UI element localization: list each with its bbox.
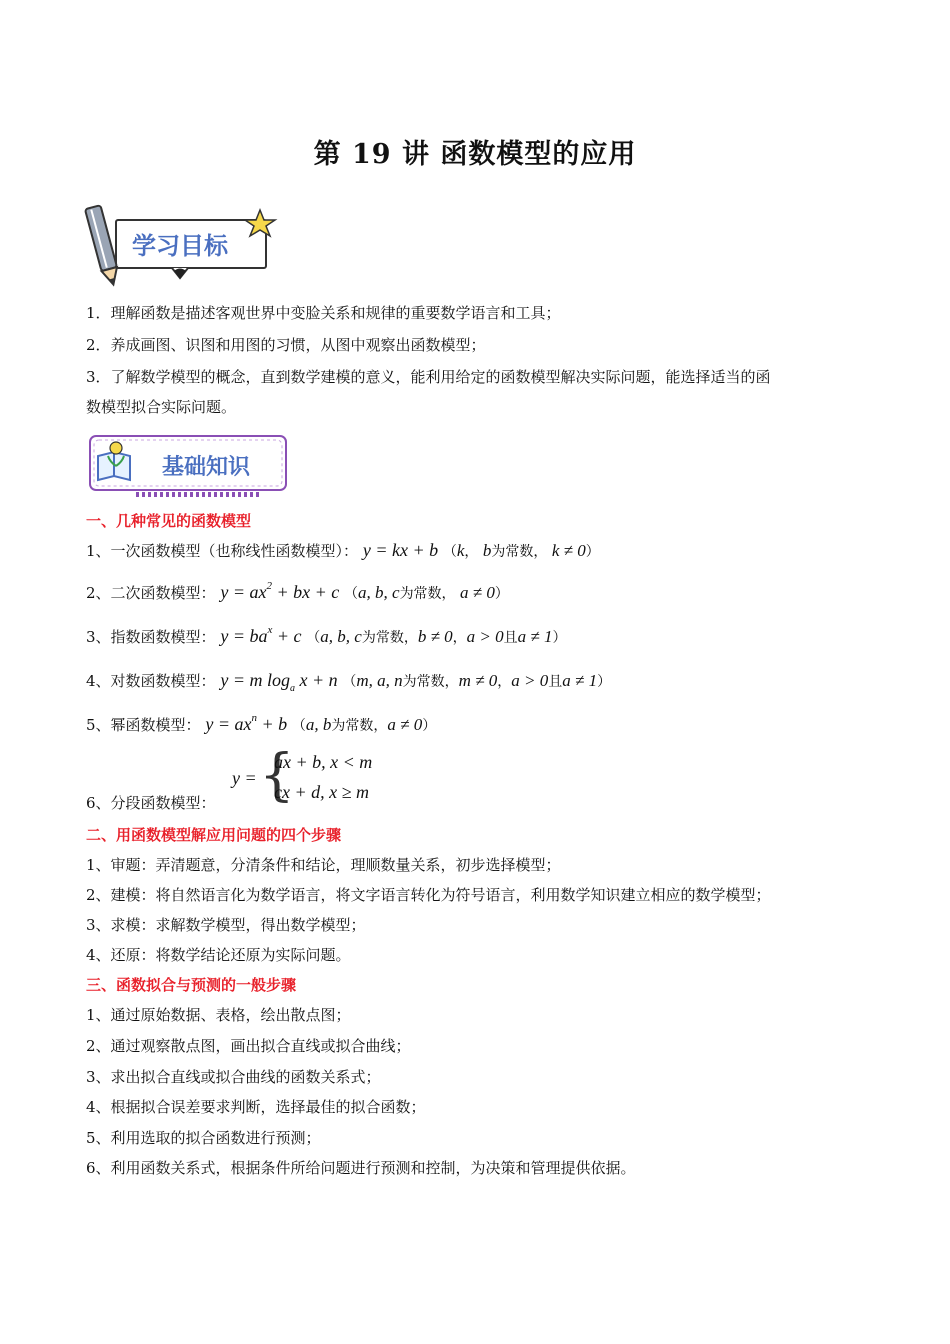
piecewise-case-1: ax + b, x < m	[274, 752, 373, 772]
separator: ，	[464, 544, 479, 560]
condition-ne: m ≠ 0	[458, 671, 498, 690]
model-linear-label: 1、一次函数模型（也称线性函数模型）：	[86, 542, 359, 560]
basic-knowledge-badge	[86, 432, 296, 500]
condition-text: 为常数，	[402, 674, 459, 690]
and-text: 且	[503, 630, 518, 646]
note-close: ）	[494, 586, 509, 602]
learning-goals-label: 学习目标	[132, 232, 228, 260]
condition-ne: a ≠ 0	[387, 715, 423, 734]
separator: ，	[452, 630, 467, 646]
param-b: b	[482, 541, 492, 560]
step-item: 4、还原：将数学结论还原为实际问题。	[86, 946, 351, 964]
fit-step-item: 2、通过观察散点图，画出拟合直线或拟合曲线；	[86, 1037, 411, 1055]
model-linear	[86, 540, 600, 561]
pencil-banner-icon	[84, 198, 280, 288]
model-logarithmic-formula	[220, 670, 338, 694]
model-logarithmic-label: 4、对数函数模型：	[86, 672, 216, 690]
model-power	[86, 714, 436, 735]
param-k: k	[456, 541, 465, 560]
condition-text: 为常数，	[331, 718, 388, 734]
note-close: ）	[585, 544, 600, 560]
step-item: 3、求模：求解数学模型，得出数学模型；	[86, 916, 366, 934]
params: m, a, n	[356, 671, 403, 690]
step-item: 2、建模：将自然语言化为数学语言，将文字语言转化为符号语言，利用数学知识建立相应的数学模型；	[86, 886, 771, 904]
note-open: （	[344, 586, 359, 602]
model-quadratic-formula	[220, 582, 339, 602]
condition-gt: a > 0	[511, 671, 549, 690]
condition-ne2: a ≠ 1	[562, 671, 598, 690]
formula-exponent: 2	[266, 580, 272, 592]
formula-exponent: n	[251, 712, 257, 724]
condition-ne: b ≠ 0	[417, 627, 453, 646]
piecewise-lhs: y =	[232, 768, 257, 788]
formula-part: + b	[256, 714, 288, 734]
goal-line-1: 1．理解函数是描述客观世界中变脸关系和规律的重要数学语言和工具；	[86, 304, 561, 322]
goal-line-3: 3．了解数学模型的概念，直到数学建模的意义，能利用给定的函数模型解决实际问题，能选择适当的函	[86, 368, 771, 386]
model-exponential-formula	[220, 626, 301, 646]
book-lightbulb-icon	[86, 432, 296, 500]
condition-text: 为常数，	[491, 544, 548, 560]
condition-text: 为常数，	[399, 586, 456, 602]
section1-heading: 一、几种常见的函数模型	[86, 512, 252, 530]
formula-part: y = ax	[205, 714, 252, 734]
section2-heading: 二、用函数模型解应用问题的四个步骤	[86, 826, 342, 844]
model-quadratic-label: 2、二次函数模型：	[86, 584, 216, 602]
model-piecewise-label: 6、分段函数模型：	[86, 794, 216, 812]
note-close: ）	[597, 674, 612, 690]
step-item: 1、审题：弄清题意，分清条件和结论，理顺数量关系，初步选择模型；	[86, 856, 561, 874]
model-exponential-label: 3、指数函数模型：	[86, 628, 216, 646]
and-text: 且	[548, 674, 563, 690]
formula-part: y = ax	[220, 582, 267, 602]
fit-step-item: 1、通过原始数据、表格，绘出散点图；	[86, 1006, 351, 1024]
condition-ne: a ≠ 0	[460, 583, 495, 602]
note-open: （	[306, 630, 321, 646]
note-close: ）	[422, 718, 437, 734]
formula-part: + bx + c	[271, 582, 340, 602]
model-linear-formula: y = kx + b	[362, 540, 439, 560]
formula-part: y = m log	[220, 670, 290, 690]
formula-part: + c	[272, 626, 302, 646]
params: a, b, c	[320, 627, 362, 646]
formula-exponent: x	[267, 624, 273, 636]
condition-gt: a > 0	[466, 627, 504, 646]
fit-step-item: 6、利用函数关系式，根据条件所给问题进行预测和控制，为决策和管理提供依据。	[86, 1159, 636, 1177]
condition-text: 为常数，	[361, 630, 418, 646]
condition-ne2: a ≠ 1	[517, 627, 553, 646]
learning-goals-badge	[84, 198, 280, 288]
fit-step-item: 3、求出拟合直线或拟合曲线的函数关系式；	[86, 1068, 381, 1086]
formula-base: a	[289, 683, 295, 694]
model-quadratic	[86, 582, 509, 603]
note-open: （	[291, 718, 306, 734]
note-close: ）	[552, 630, 567, 646]
params: a, b	[305, 715, 332, 734]
condition-ne: k ≠ 0	[551, 541, 586, 560]
note-open: （	[442, 544, 457, 560]
model-logarithmic	[86, 670, 612, 694]
page-title: 第 19 讲 函数模型的应用	[313, 139, 637, 170]
fit-step-item: 5、利用选取的拟合函数进行预测；	[86, 1129, 321, 1147]
fit-step-item: 4、根据拟合误差要求判断，选择最佳的拟合函数；	[86, 1098, 426, 1116]
piecewise-case-2: cx + d, x ≥ m	[274, 782, 369, 802]
note-open: （	[342, 674, 357, 690]
section3-heading: 三、函数拟合与预测的一般步骤	[86, 976, 297, 994]
model-power-label: 5、幂函数模型：	[86, 716, 201, 734]
separator: ，	[497, 674, 512, 690]
goal-line-4: 数模型拟合实际问题。	[86, 398, 237, 416]
formula-part: x + n	[294, 670, 338, 690]
goal-line-2: 2．养成画图、识图和用图的习惯，从图中观察出函数模型；	[86, 336, 486, 354]
params: a, b, c	[358, 583, 400, 602]
model-exponential	[86, 626, 567, 647]
model-power-formula	[205, 714, 287, 734]
piecewise-brace: {	[259, 743, 295, 808]
basic-knowledge-label: 基础知识	[162, 455, 251, 480]
formula-part: y = ba	[220, 626, 268, 646]
